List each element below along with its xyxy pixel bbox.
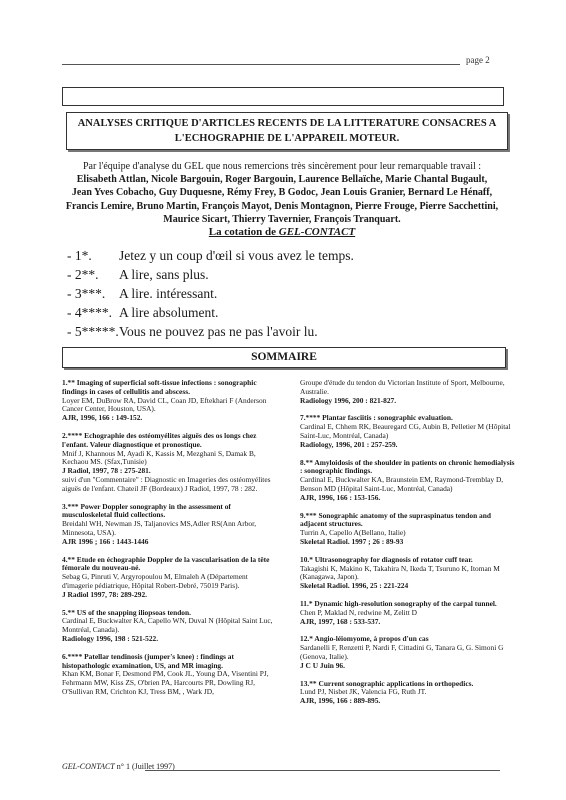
reference-journal: Radiology 1996, 200 : 821-827. (300, 395, 397, 405)
reference-authors: Turrin A, Capello A(Bellano, Italie) (300, 528, 406, 538)
reference-title: 3.*** Power Doppler sonography in the assessment of musculoskeletal fluid collections. (62, 501, 231, 520)
reference-item (62, 653, 280, 697)
reference-title: 2.**** Echographie des ostéomyélites aiguës des os longs chez l'enfant. Valeur diagnostique et pronostique. (62, 430, 257, 449)
reference-title: 4.** Etude en échographie Doppler de la vascularisation de la tête fémorale du nouveau-né. (62, 554, 270, 573)
reference-journal: J Radiol 1997, 78: 289-292. (62, 589, 147, 599)
reference-title: 5.** US of the snapping iliopsoas tendon. (62, 607, 191, 617)
reference-title: 11.* Dynamic high-resolution sonography of the carpal tunnel. (300, 598, 497, 608)
reference-item (300, 635, 518, 670)
header-rule (62, 64, 460, 65)
reference-journal: AJR, 1997, 168 : 533-537. (300, 616, 381, 626)
reference-item (300, 680, 518, 706)
reference-item (300, 459, 518, 503)
intro-block (62, 160, 502, 226)
reference-item (300, 379, 518, 405)
reference-authors: Mnif J, Khannous M, Ayadi K, Kassis M, Mezghani S, Damak B, Kechaou MS. (Sfax,Tunisie) (62, 448, 256, 467)
reference-journal: J Radiol, 1997, 78 : 275-281. (62, 466, 151, 476)
rating-text: Vous ne pouvez pas ne pas l'avoir lu. (119, 324, 318, 339)
reference-item (62, 556, 280, 600)
rating-item (67, 246, 354, 265)
reference-item (300, 556, 518, 591)
references-left-column (62, 379, 280, 706)
references-right-column (300, 379, 518, 715)
rating-text: A lire absolument. (119, 305, 219, 320)
reference-authors: Loyer EM, DuBrow RA, David CL, Coan JD, Eftekhari F (Anderson Cancer Center, Houston, USA). (62, 395, 267, 414)
reference-item (62, 379, 280, 423)
cotation-title-brand: GEL-CONTACT (278, 226, 356, 238)
rating-code: - 3***. (67, 286, 106, 301)
empty-header-box (62, 87, 504, 106)
rating-text: A lire, sans plus. (119, 267, 209, 282)
reference-journal: Radiology, 1996, 201 : 257-259. (300, 439, 398, 449)
reference-authors: Cardinal E, Chhem RK, Beauregard CG, Aubin B, Pelletier M (Hôpital Saint-Luc, Montréal, Canada) (300, 422, 511, 440)
footer-brand: GEL-CONTACT (62, 762, 115, 771)
reference-title: 8.** Amyloidosis of the shoulder in patients on chronic hemodialysis : sonographic findings. (300, 457, 515, 476)
rating-item (67, 284, 354, 303)
reference-title: 10.* Ultrasonography for diagnosis of rotator cuff tear. (300, 554, 473, 564)
intro-lead: Par l'équipe d'analyse du GEL que nous remercions très sincèrement pour leur remarquable travail : (82, 161, 482, 172)
rating-list (67, 246, 354, 341)
reference-authors: Lund PJ, Nisbet JK, Valencia FG, Ruth JT. (300, 687, 427, 697)
reference-authors: Sebag G, Pinruti V, Argyropoulou M, Elmaleh A (Département d'imagerie pédiatrique, Hôpital Robert-Debré, 75019 Paris). (62, 572, 248, 590)
rating-code: - 4****. (67, 305, 112, 320)
rating-item (67, 265, 354, 284)
reference-authors: Chen P, Maklad N, redwine M, Zelitt D (300, 607, 418, 617)
reference-title: 9.*** Sonographic anatomy of the supraspinatus tendon and adjacent structures. (300, 510, 491, 529)
reference-journal: AJR, 1996, 166 : 889-895. (300, 696, 381, 706)
cotation-title-prefix: La cotation de (208, 226, 279, 238)
reference-title: 7.**** Plantar fasciitis : sonographic evaluation. (300, 413, 453, 423)
rating-code: - 1*. (67, 248, 92, 263)
reference-note: suivi d'un "Commentaire" : Diagnostic en Imageries des ostéomyélites aiguës de l'enfant. Chateil JF (Bordeaux) J Radiol, 1997, 78 : 282. (62, 474, 271, 493)
reference-journal: J C U Juin 96. (300, 660, 345, 670)
rating-text: Jetez y un coup d'œil si vous avez le temps. (119, 248, 354, 263)
authors-line-2: Jean Yves Cobacho, Guy Duquesne, Rémy Frey, B Godoc, Jean Louis Granier, Bernard Le Hénaff, (71, 187, 493, 199)
reference-journal: Radiology 1996, 198 : 521-522. (62, 633, 159, 643)
article-title-box (66, 112, 508, 150)
footer-rule (145, 770, 500, 771)
reference-authors: Cardinal E, Buckwalter KA, Braunstein EM, Raymond-Tremblay D, Benson MD (Hôpital Saint-Luc, Montréal, Canada) (300, 475, 504, 493)
title-line-1: ANALYSES CRITIQUE D'ARTICLES RECENTS DE LA LITTERATURE CONSACRES A (77, 118, 497, 129)
reference-journal: AJR, 1996, 166 : 149-152. (62, 413, 143, 423)
reference-journal: Skeletal Radiol. 1996, 25 : 221-224 (300, 581, 409, 591)
reference-title: 1.** Imaging of superficial soft-tissue infections : sonographic findings in cases of cellulitis and abscess. (62, 378, 257, 396)
reference-title: 12.* Angio-léiomyome, à propos d'un cas (300, 634, 429, 644)
reference-authors: Cardinal E, Buckwalter KA, Capello WN, Duval N (Hôpital Saint Luc, Montréal, Canada). (62, 616, 273, 635)
rating-code: - 2**. (67, 267, 99, 282)
reference-journal: AJR, 1996, 166 : 153-156. (300, 492, 381, 502)
reference-item (62, 609, 280, 644)
reference-item (300, 600, 518, 626)
reference-item (300, 414, 518, 449)
page-number: page 2 (466, 55, 490, 65)
authors-line-3: Francis Lemire, Bruno Martin, François Mayot, Denis Montagnon, Pierre Frouge, Pierre Sacchettini, (65, 200, 499, 212)
rating-text: A lire. intéressant. (119, 286, 218, 301)
rating-item (67, 303, 354, 322)
reference-item (62, 432, 280, 494)
title-line-2: L'ECHOGRAPHIE DE L'APPAREIL MOTEUR. (174, 133, 400, 144)
sommaire-heading: SOMMAIRE (62, 347, 506, 368)
rating-item (67, 322, 354, 341)
reference-authors: Khan KM, Bonar F, Desmond PM, Cook JL, Young DA, Visentini PJ, Fehrmann MW, Kiss ZS, O'brien PA, Harcourts PR, Dowling RJ, O'Sullivan RM, Crichton KJ, Tress BM, , Wark JD, (62, 669, 269, 696)
cotation-title (62, 226, 502, 238)
footer-issue: n° 1 (Juillet 1997) (116, 762, 175, 771)
reference-item (62, 503, 280, 547)
reference-authors: Sardanelli F, Renzetti P, Nardi F, Cittadini G, Tanara G, G. Simoni G (Genova, Italie). (300, 643, 504, 661)
reference-authors: Takagishi K, Makino K, Takahira N, Ikeda T, Tsuruno K, Itoman M (Kanagawa, Japon). (300, 563, 500, 582)
reference-title: 6.**** Patellar tendinosis (jumper's knee) : findings at histopathologic examination, US, and MR imaging. (62, 651, 234, 670)
reference-journal: Skeletal Radiol. 1997 ; 26 : 89-93 (300, 536, 404, 546)
reference-journal: AJR 1996 ; 166 : 1443-1446 (62, 536, 149, 546)
authors-line-1: Elisabeth Attlan, Nicole Bargouin, Roger Bargouin, Laurence Bellaïche, Marie Chantal Bugault, (76, 174, 488, 186)
reference-title: 13.** Current sonographic applications in orthopedics. (300, 678, 474, 688)
reference-authors: Groupe d'étude du tendon du Victorian Institute of Sport, Melbourne, Australie. (300, 378, 505, 396)
reference-authors: Breidahl WH, Newman JS, Taljanovics MS,Adler RS(Ann Arbor, Minnesota, USA). (62, 519, 257, 537)
reference-item (300, 512, 518, 547)
authors-line-4: Maurice Sicart, Thierry Tavernier, François Tranquart. (163, 213, 401, 225)
rating-code: - 5*****. (67, 324, 119, 339)
